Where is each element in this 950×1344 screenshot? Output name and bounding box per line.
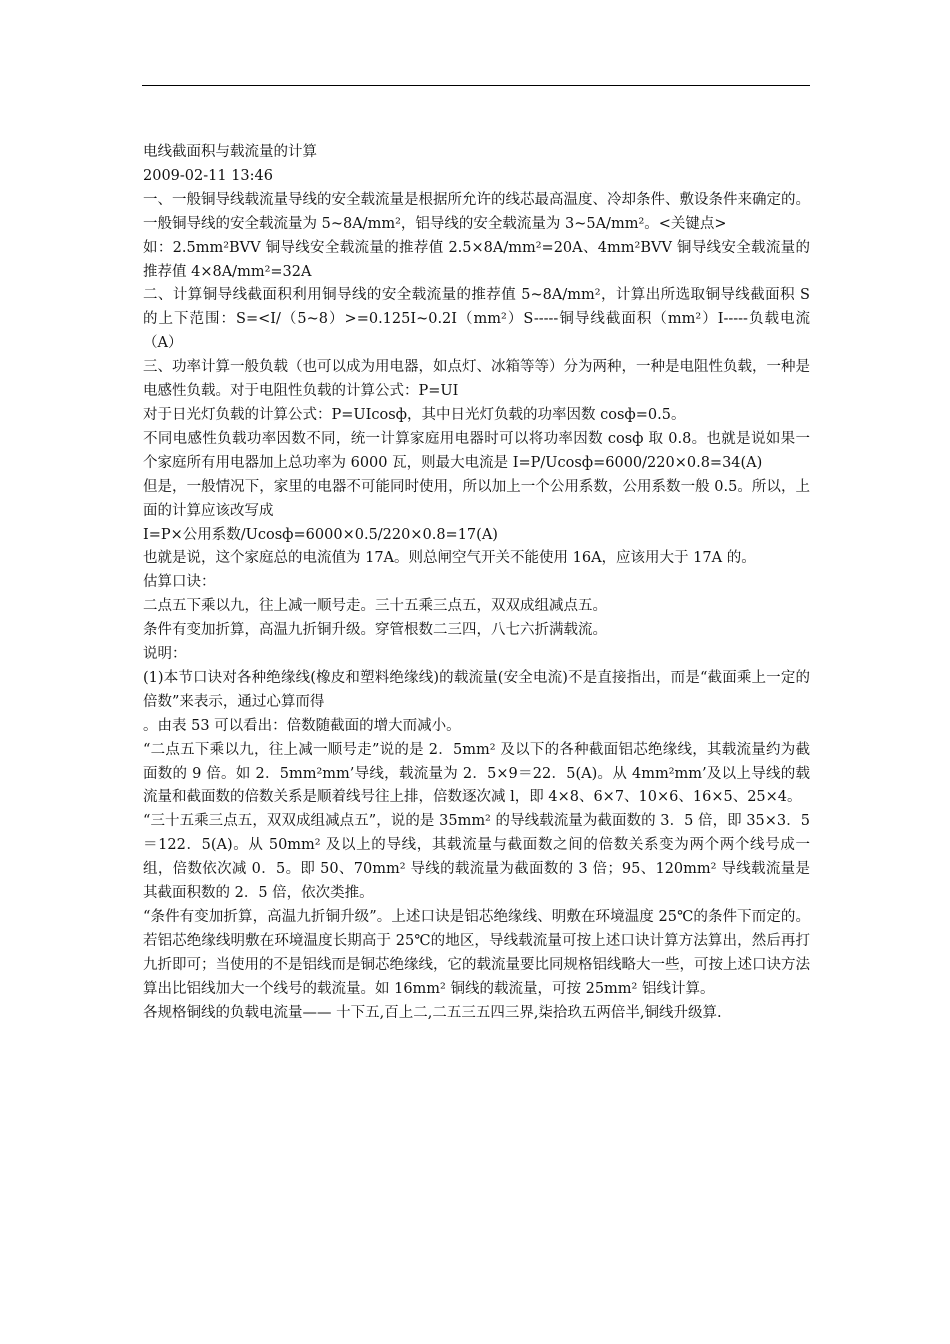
paragraph: “二点五下乘以九，往上减一顺号走”说的是 2．5mm² 及以下的各种截面铝芯绝缘线，其载流量约为截面数的 9 倍。如 2．5mm²mm’导线，载流量为 2．5×9＝22．5(A)。从 4mm²mm’及以上导线的载流量和截面数的倍数关系是顺着线号往上排，倍数逐次减 l，即 4×8、6×7、10×6、16×5、25×4。 [143,741,810,806]
paragraph: 一般铜导线的安全载流量为 5~8A/mm²，铝导线的安全载流量为 3~5A/mm²。<关键点> [143,215,727,232]
paragraph: “三十五乘三点五，双双成组减点五”，说的是 35mm² 的导线载流量为截面数的 3．5 倍，即 35×3．5＝122．5(A)。从 50mm² 及以上的导线，其载流量与截面数之间的倍数关系变为两个两个线号成一组，倍数依次减 0．5。即 50、70mm² 导线的载流量为截面数的 3 倍；95、120mm² 导线载流量是其截面积数的 2．5 倍，依次类推。 [143,813,810,902]
paragraph: 但是，一般情况下，家里的电器不可能同时使用，所以加上一个公用系数，公用系数一般 0.5。所以，上面的计算应该改写成 [143,478,810,519]
paragraph: 不同电感性负载功率因数不同，统一计算家庭用电器时可以将功率因数 cosф 取 0.8。也就是说如果一个家庭所有用电器加上总功率为 6000 瓦，则最大电流是 I=P/Ucosф=6000/220×0.8=34(A) [143,430,810,471]
paragraph: 如：2.5mm²BVV 铜导线安全载流量的推荐值 2.5×8A/mm²=20A、4mm²BVV 铜导线安全载流量的推荐值 4×8A/mm²=32A [143,239,810,280]
paragraph: 对于日光灯负载的计算公式：P=UIcosф，其中日光灯负载的功率因数 cosф=0.5。 [143,406,686,423]
paragraph: 一、一般铜导线载流量导线的安全载流量是根据所允许的线芯最高温度、冷却条件、敷设条件来确定的。 [143,191,810,208]
paragraph: 。由表 53 可以看出：倍数随截面的增大而减小。 [143,717,461,734]
paragraph: 各规格铜线的负载电流量—— 十下五,百上二,二五三五四三界,柒拾玖五两倍半,铜线升级算. [143,1004,722,1021]
header-rule [142,85,810,86]
paragraph: I=P×公用系数/Ucosф=6000×0.5/220×0.8=17(A) [143,526,498,543]
section-heading: 说明： [143,646,187,663]
paragraph: (1)本节口诀对各种绝缘线(橡皮和塑料绝缘线)的载流量(安全电流)不是直接指出，而是“截面乘上一定的倍数”来表示，通过心算而得 [143,669,810,710]
paragraph: 三、功率计算一般负载（也可以成为用电器，如点灯、冰箱等等）分为两种，一种是电阻性负载，一种是电感性负载。对于电阻性负载的计算公式：P=UI [143,359,810,400]
document-body [143,141,810,1026]
document-title: 电线截面积与载流量的计算 [143,144,317,160]
mnemonic-line: 二点五下乘以九，往上减一顺号走。三十五乘三点五，双双成组减点五。 [143,598,607,615]
document-timestamp: 2009-02-11 13:46 [143,167,273,184]
paragraph: 二、计算铜导线截面积利用铜导线的安全载流量的推荐值 5~8A/mm²，计算出所选取铜导线截面积 S 的上下范围：S=<I/（5~8）>=0.125I~0.2I（mm²）S-----铜导线截面积（mm²）I-----负载电流（A） [143,287,810,352]
paragraph: 也就是说，这个家庭总的电流值为 17A。则总闸空气开关不能使用 16A，应该用大于 17A 的。 [143,550,756,567]
mnemonic-line: 条件有变加折算，高温九折铜升级。穿管根数二三四，八七六折满载流。 [143,622,607,639]
section-heading: 估算口诀： [143,574,216,591]
paragraph: “条件有变加折算，高温九折铜升级”。上述口诀是铝芯绝缘线、明敷在环境温度 25℃的条件下而定的。若铝芯绝缘线明敷在环境温度长期高于 25℃的地区，导线载流量可按上述口诀计算方法算出，然后再打九折即可；当使用的不是铝线而是铜芯绝缘线，它的载流量要比同规格铝线略大一些，可按上述口诀方法算出比铝线加大一个线号的载流量。如 16mm² 铜线的载流量，可按 25mm² 铝线计算。 [143,909,810,997]
